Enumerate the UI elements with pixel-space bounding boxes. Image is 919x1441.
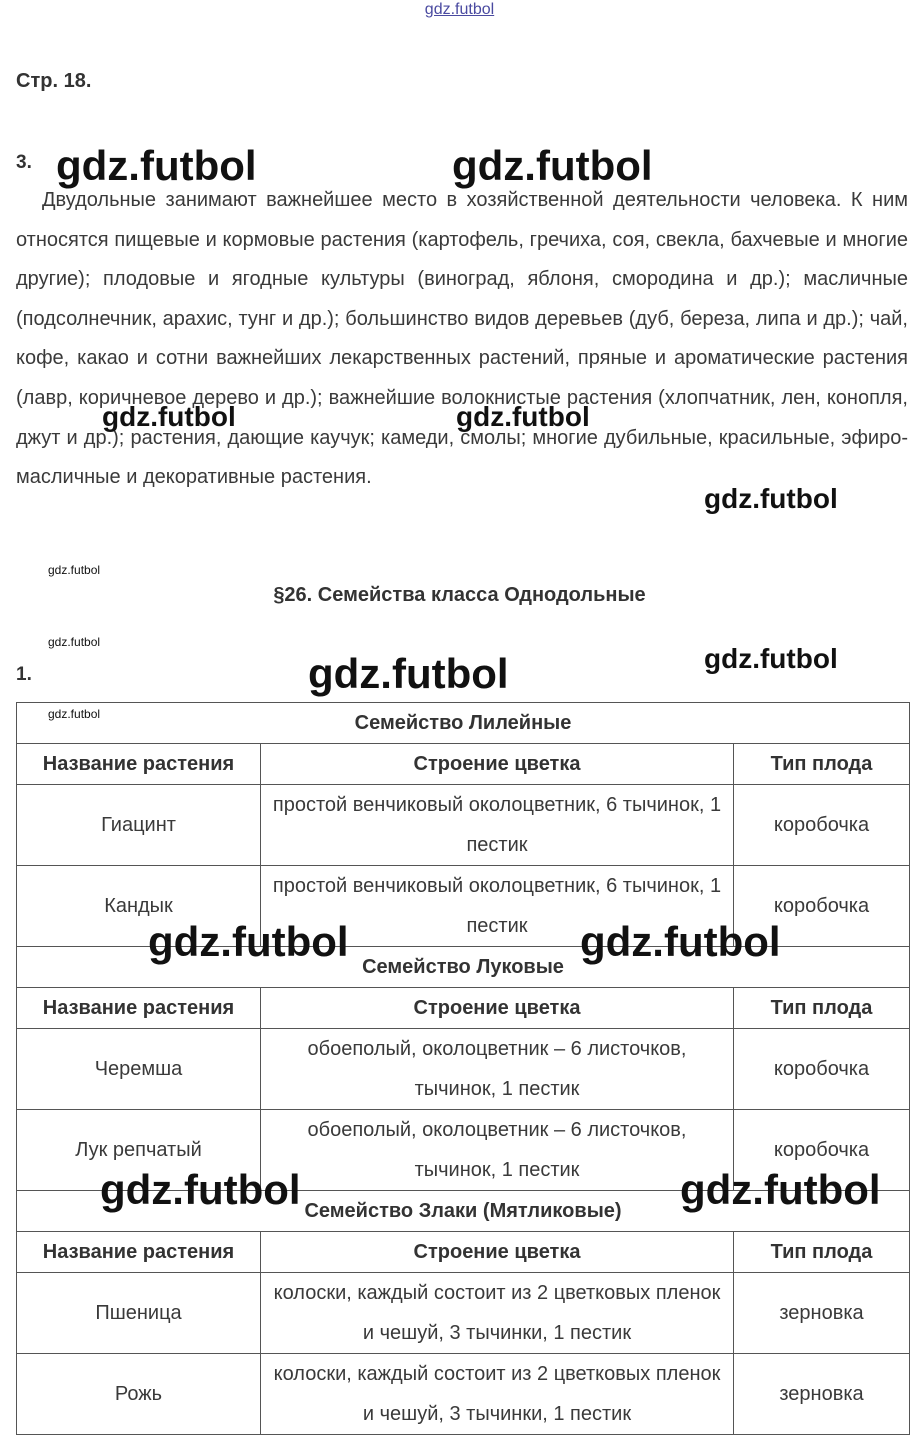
column-header-flower: Строение цветка (261, 744, 734, 785)
column-header-plant: Название растения (17, 1232, 261, 1273)
family-title: Семейство Злаки (Мятликовые) (17, 1191, 910, 1232)
flower-structure: обоеполый, околоцветник – 6 листочков, тычинок, 1 пестик (261, 1110, 734, 1191)
section-title: §26. Семейства класса Однодольные (273, 584, 646, 606)
table-row (17, 785, 910, 866)
column-header-row (17, 744, 910, 785)
column-header-plant: Название растения (17, 988, 261, 1029)
fruit-type: коробочка (734, 1029, 910, 1110)
family-title-row (17, 703, 910, 744)
watermark: gdz.futbol (308, 650, 509, 697)
column-header-row (17, 1232, 910, 1273)
plant-name: Гиацинт (17, 785, 261, 866)
fruit-type: коробочка (734, 1110, 910, 1191)
table-row (17, 1029, 910, 1110)
column-header-plant: Название растения (17, 744, 261, 785)
flower-structure: обоеполый, околоцветник – 6 листочков, тычинок, 1 пестик (261, 1029, 734, 1110)
task-3-number: 3. (16, 152, 32, 173)
flower-structure: простой венчиковый околоцветник, 6 тычинок, 1 пестик (261, 785, 734, 866)
column-header-flower: Строение цветка (261, 1232, 734, 1273)
table-row (17, 1273, 910, 1354)
column-header-fruit: Тип плода (734, 988, 910, 1029)
watermark: gdz.futbol (704, 483, 838, 514)
plant-name: Кандык (17, 866, 261, 947)
watermark: gdz.futbol (56, 142, 257, 189)
column-header-flower: Строение цветка (261, 988, 734, 1029)
page-reference: Стр. 18. (16, 70, 92, 92)
watermark: gdz.futbol (102, 401, 236, 432)
watermark: gdz.futbol (48, 707, 101, 721)
watermark: gdz.futbol (452, 142, 653, 189)
plant-name: Черемша (17, 1029, 261, 1110)
fruit-type: коробочка (734, 866, 910, 947)
task-1-number: 1. (16, 664, 32, 685)
plant-name: Лук репчатый (17, 1110, 261, 1191)
watermark: gdz.futbol (100, 1166, 301, 1213)
fruit-type: зерновка (734, 1273, 910, 1354)
task-3-answer-text: Двудольные занимают важнейшее место в хозяйственной деятельности человека. К ним относятся пищевые и кормовые растения (картофель, гречиха, соя, свекла, бахчевые и многие другие); плодовые и ягодные культуры (виноград, яблоня, смородина и др.); масличные (подсолнечник, арахис, тунг и др.); большинство видов деревьев (дуб, береза, липа и др.); чай, кофе, какао и сотни важнейших лекарственных растений, пряные и ароматические растения (лавр, коричневое дерево и др.); важнейшие волокнистые растения (хлопчатник, лен, конопля, джут и др.); растения, дающие каучук; камеди, смолы; многие дубильные, красильные, эфиро-масличные и декоративные растения. (16, 189, 908, 489)
column-header-row (17, 988, 910, 1029)
fruit-type: зерновка (734, 1354, 910, 1435)
watermark: gdz.futbol (48, 635, 101, 649)
top-site-link[interactable]: gdz.futbol (424, 1, 495, 18)
flower-structure: колоски, каждый состоит из 2 цветковых пленок и чешуй, 3 тычинки, 1 пестик (261, 1354, 734, 1435)
column-header-fruit: Тип плода (734, 1232, 910, 1273)
fruit-type: коробочка (734, 785, 910, 866)
watermark: gdz.futbol (580, 918, 781, 965)
column-header-fruit: Тип плода (734, 744, 910, 785)
flower-structure: простой венчиковый околоцветник, 6 тычинок, 1 пестик (261, 866, 734, 947)
watermark: gdz.futbol (148, 918, 349, 965)
watermark: gdz.futbol (704, 643, 838, 674)
family-title: Семейство Лилейные (17, 703, 910, 744)
table-row (17, 1354, 910, 1435)
plant-name: Пшеница (17, 1273, 261, 1354)
family-title: Семейство Луковые (17, 947, 910, 988)
watermark: gdz.futbol (48, 563, 101, 577)
flower-structure: колоски, каждый состоит из 2 цветковых пленок и чешуй, 3 тычинки, 1 пестик (261, 1273, 734, 1354)
watermark: gdz.futbol (456, 401, 590, 432)
watermark: gdz.futbol (680, 1166, 881, 1213)
plant-name: Рожь (17, 1354, 261, 1435)
families-table (16, 702, 910, 1435)
